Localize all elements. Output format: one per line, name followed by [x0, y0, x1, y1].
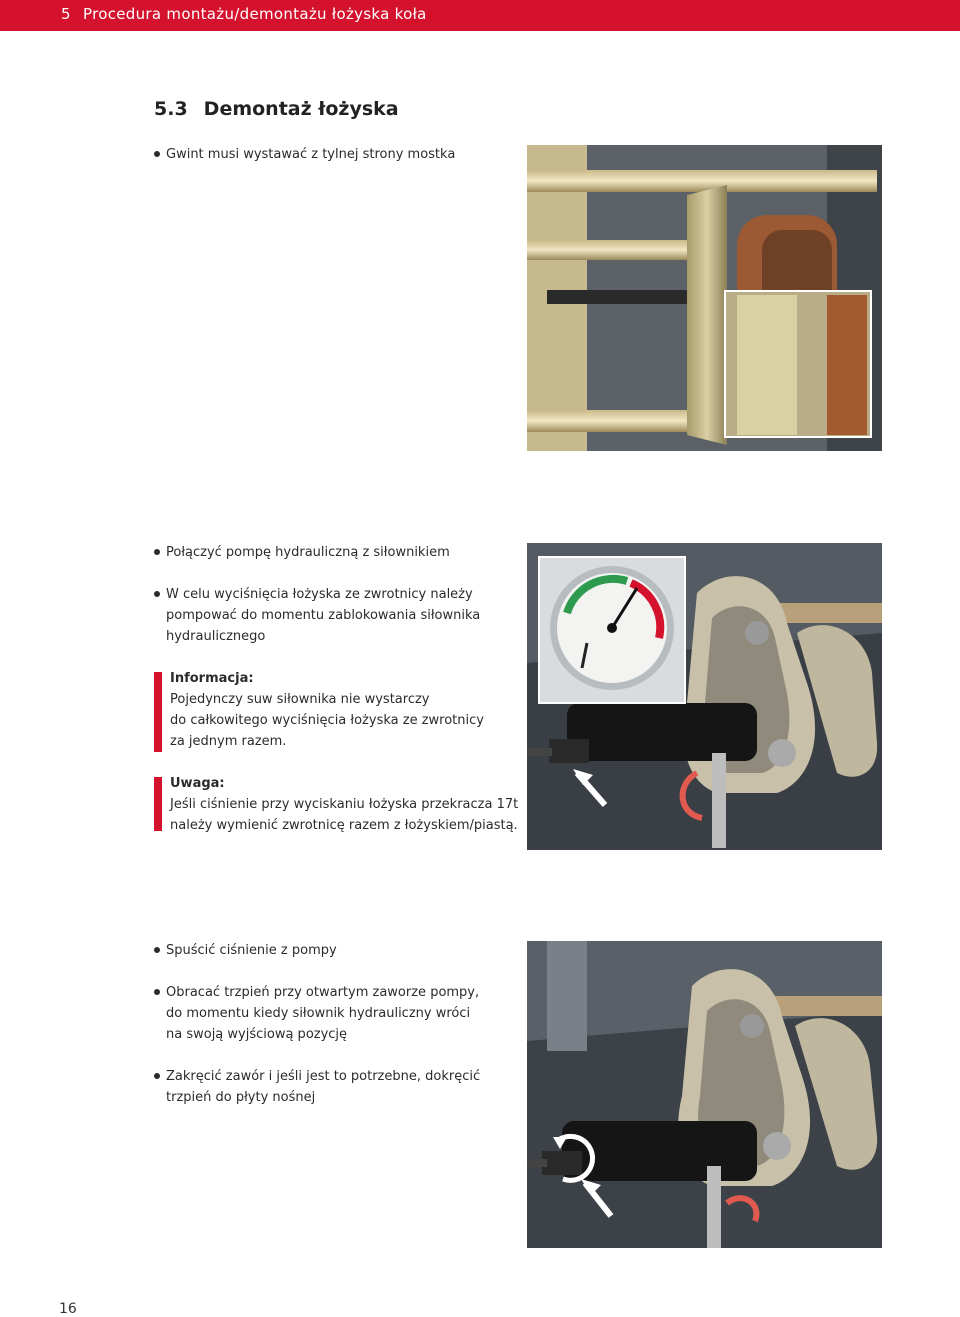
warning-label: Uwaga: — [170, 776, 225, 791]
bullet-text: Zakręcić zawór i jeśli jest to potrzebne, dokręcić trzpień do płyty nośnej — [166, 1069, 481, 1105]
bullet-item-close-valve — [154, 1066, 514, 1108]
bullet-item-pump-until-block — [154, 584, 514, 647]
photo-gauge-cylinder — [527, 543, 882, 850]
section-number: 5.3 — [154, 98, 188, 120]
bullet-dot — [154, 591, 160, 597]
chapter-number: 5 — [61, 5, 71, 23]
bullet-item-release-pressure — [154, 940, 494, 961]
bullet-dot — [154, 947, 160, 953]
warning-red-bar — [154, 777, 162, 831]
bullet-text: Spuścić ciśnienie z pompy — [166, 943, 337, 958]
bullet-item-connect-pump — [154, 542, 494, 563]
bullet-dot — [154, 1073, 160, 1079]
section-title-text: Demontaż łożyska — [203, 98, 399, 120]
bullet-text: Połączyć pompę hydrauliczną z siłownikiem — [166, 545, 450, 560]
warning-note — [154, 773, 524, 836]
chapter-title: Procedura montażu/demontażu łożyska koła — [83, 5, 427, 23]
photo-puller-thread — [527, 145, 882, 451]
bullet-item-turn-spindle — [154, 982, 514, 1045]
info-red-bar — [154, 672, 162, 752]
info-note — [154, 668, 514, 752]
page-number: 16 — [59, 1301, 77, 1317]
bullet-dot — [154, 549, 160, 555]
bullet-dot — [154, 151, 160, 157]
warning-text: Jeśli ciśnienie przy wyciskaniu łożyska przekracza 17t należy wymienić zwrotnicę razem z łożyskiem/piastą. — [170, 797, 519, 833]
chapter-header-bar — [0, 0, 960, 31]
bullet-text: Gwint musi wystawać z tylnej strony mostka — [166, 147, 456, 162]
photo-turn-spindle — [527, 941, 882, 1248]
bullet-text: Obracać trzpień przy otwartym zaworze pompy, do momentu kiedy siłownik hydrauliczny wróci na swoją wyjściową pozycję — [166, 985, 480, 1042]
info-label: Informacja: — [170, 671, 254, 686]
bullet-text: W celu wyciśnięcia łożyska ze zwrotnicy należy pompować do momentu zablokowania siłownika hydraulicznego — [166, 587, 481, 644]
section-title — [154, 98, 399, 120]
bullet-dot — [154, 989, 160, 995]
bullet-item-thread — [154, 144, 494, 165]
info-text: Pojedynczy suw siłownika nie wystarczy do całkowitego wyciśnięcia łożyska ze zwrotnicy za jednym razem. — [170, 692, 484, 749]
